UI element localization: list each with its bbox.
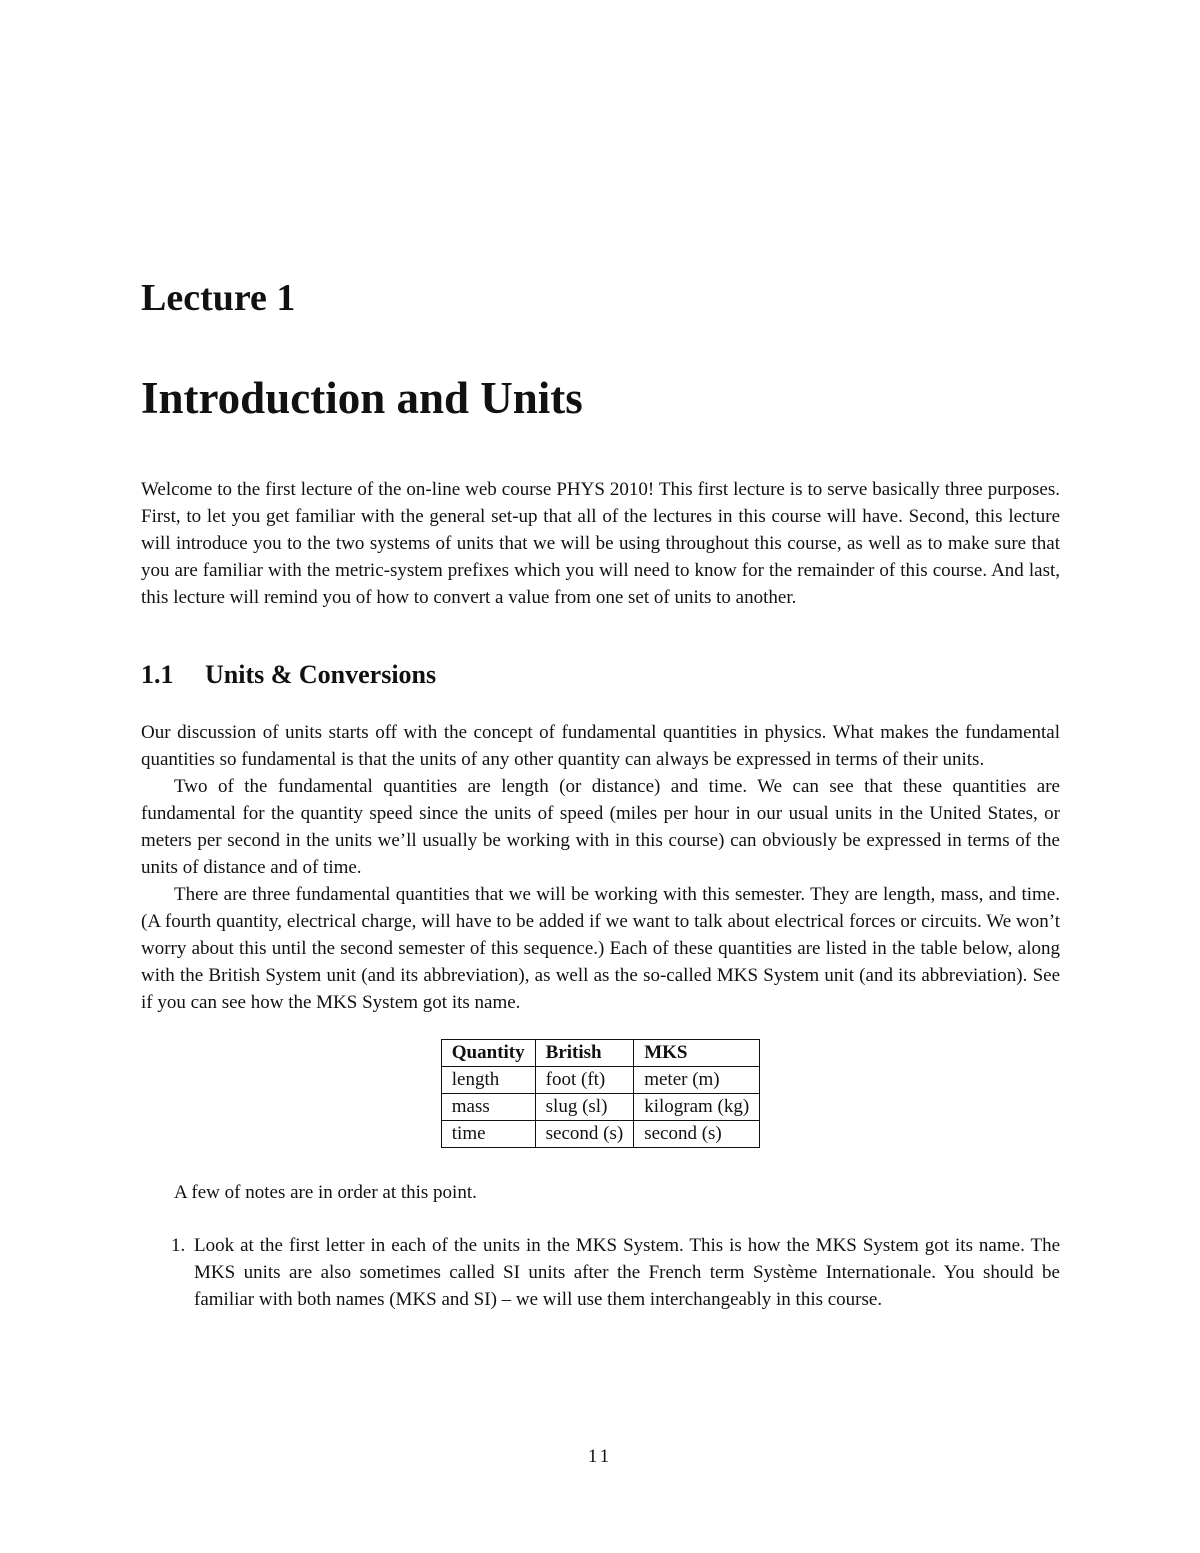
section-title: Units & Conversions xyxy=(205,660,437,689)
list-item-marker: 1. xyxy=(171,1235,186,1256)
units-table xyxy=(441,1039,760,1148)
table-cell: second (s) xyxy=(634,1121,760,1148)
table-cell: time xyxy=(441,1121,535,1148)
section-paragraph-1: Our discussion of units starts off with the concept of fundamental quantities in physics. What makes the fundamental quantities so fundamental is that the units of any other quantity can always be expressed in terms of their units. xyxy=(141,722,1060,770)
units-table-wrapper xyxy=(141,1039,1060,1148)
table-header-cell: British xyxy=(535,1040,634,1067)
table-header-cell: MKS xyxy=(634,1040,760,1067)
table-header-cell: Quantity xyxy=(441,1040,535,1067)
table-row xyxy=(441,1121,759,1148)
list-item-text: Look at the first letter in each of the units in the MKS System. This is how the MKS System got its name. The MKS units are also sometimes called SI units after the French term Système Internationale. You should be familiar with both names (MKS and SI) – we will use them interchangeably in this course. xyxy=(194,1235,1060,1310)
section-number: 1.1 xyxy=(141,660,174,689)
table-row xyxy=(441,1094,759,1121)
chapter-title: Introduction and Units xyxy=(141,373,583,423)
table-cell: foot (ft) xyxy=(535,1067,634,1094)
intro-paragraph: Welcome to the first lecture of the on-line web course PHYS 2010! This first lecture is to serve basically three purposes. First, to let you get familiar with the general set-up that all of the lectures in this course will have. Second, this lecture will introduce you to the two systems of units that we will be using throughout this course, as well as to make sure that you are familiar with the metric-system prefixes which you will need to know for the remainder of this course. And last, this lecture will remind you of how to convert a value from one set of units to another. xyxy=(141,479,1060,608)
table-cell: kilogram (kg) xyxy=(634,1094,760,1121)
notes-intro: A few of notes are in order at this point. xyxy=(174,1182,477,1203)
lecture-label: Lecture 1 xyxy=(141,277,296,319)
table-cell: slug (sl) xyxy=(535,1094,634,1121)
table-header-row xyxy=(441,1040,759,1067)
table-row xyxy=(441,1067,759,1094)
list-item xyxy=(141,1232,1060,1313)
notes-list xyxy=(141,1232,1060,1313)
page-content xyxy=(141,270,1060,1313)
table-cell: second (s) xyxy=(535,1121,634,1148)
section-paragraph-2: Two of the fundamental quantities are length (or distance) and time. We can see that these quantities are fundamental for the quantity speed since the units of speed (miles per hour in our usual units in the United States, or meters per second in the units we’ll usually be working with in this course) can obviously be expressed in terms of the units of distance and of time. xyxy=(141,776,1060,878)
table-cell: mass xyxy=(441,1094,535,1121)
table-cell: length xyxy=(441,1067,535,1094)
section-paragraph-3: There are three fundamental quantities that we will be working with this semester. They are length, mass, and time. (A fourth quantity, electrical charge, will have to be added if we want to talk about electrical forces or circuits. We won’t worry about this until the second semester of this sequence.) Each of these quantities are listed in the table below, along with the British System unit (and its abbreviation), as well as the so-called MKS System unit (and its abbreviation). See if you can see how the MKS System got its name. xyxy=(141,884,1060,1013)
table-cell: meter (m) xyxy=(634,1067,760,1094)
page-number: 11 xyxy=(587,1446,613,1467)
section-heading xyxy=(141,657,1060,693)
